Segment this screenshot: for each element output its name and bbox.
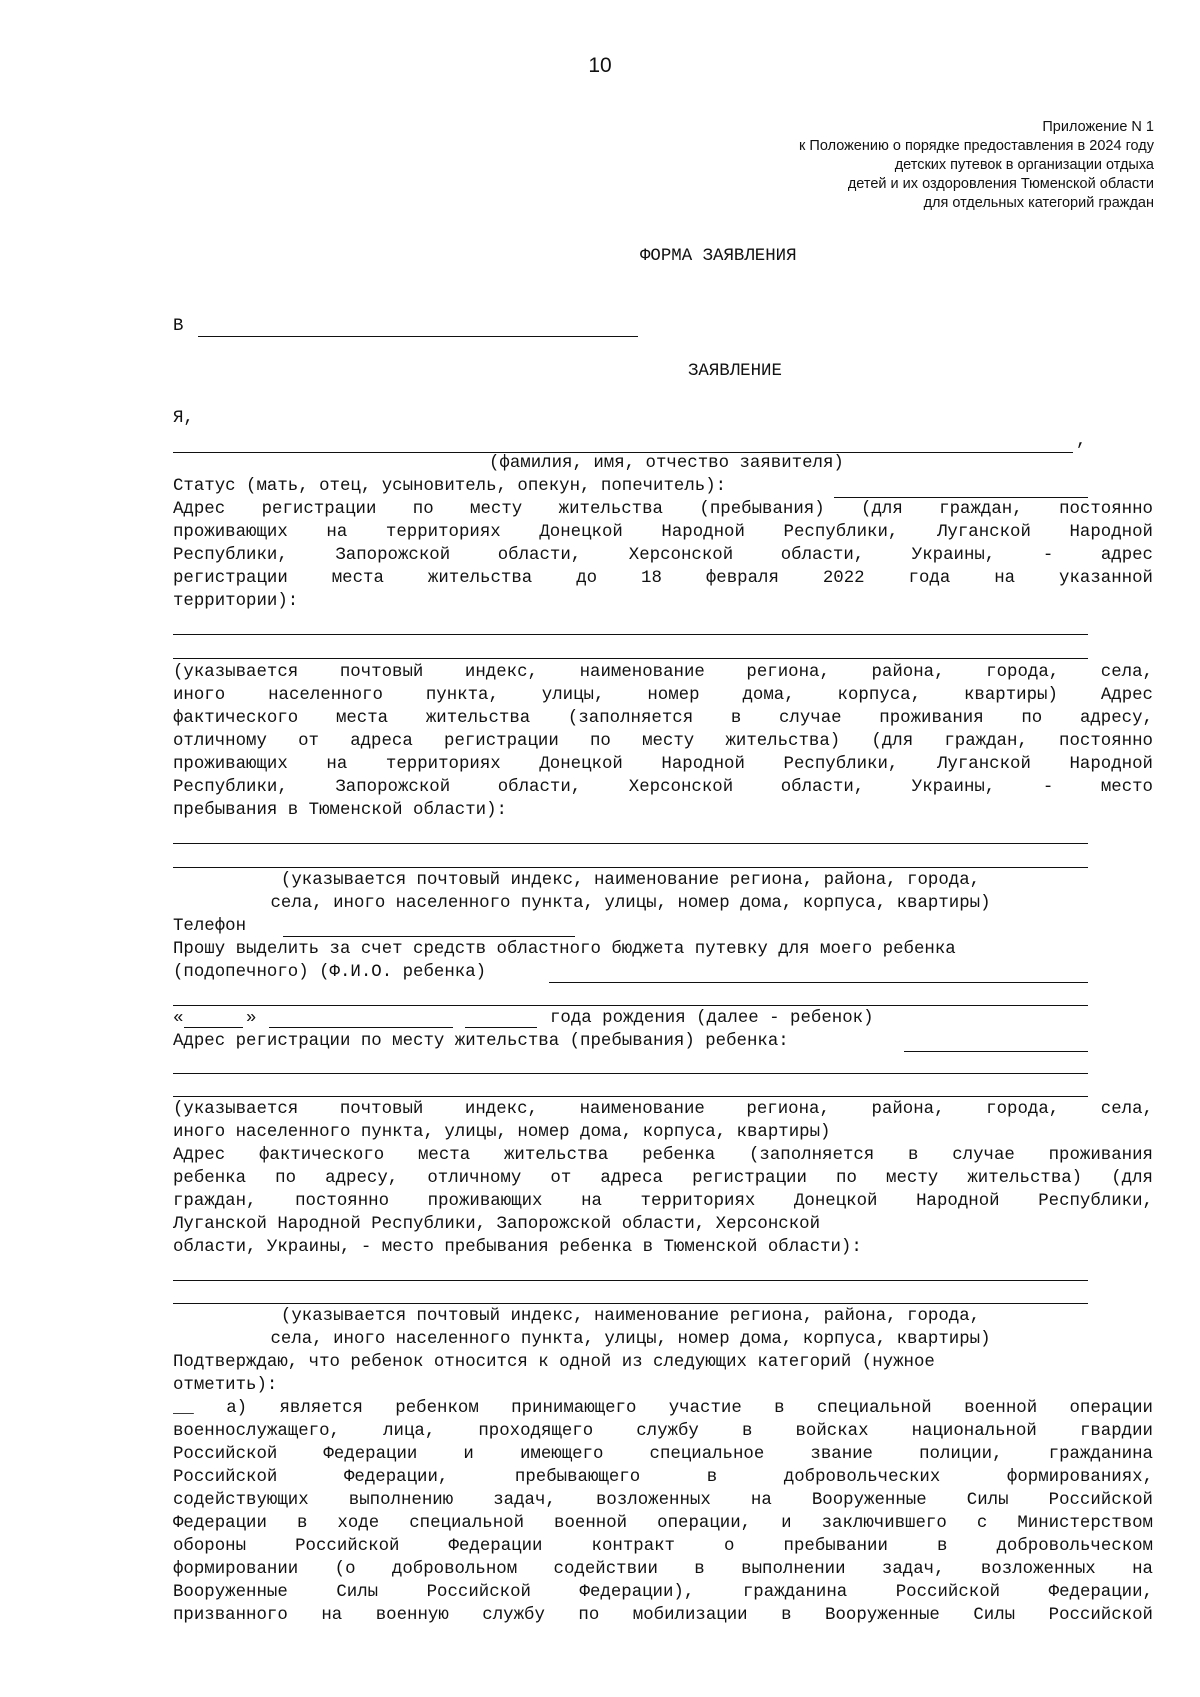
phone-line[interactable] — [283, 936, 575, 937]
category-a-line: обороны Российской Федерации контракт о пребывании в добровольческом — [173, 1537, 1153, 1556]
applicant-comma: , — [1076, 432, 1087, 451]
actual-address-line: (указывается почтовый индекс, наименование региона, района, города, села, — [173, 663, 1153, 682]
appendix-line: Приложение N 1 — [1042, 119, 1154, 135]
actual-address-line: иного населенного пункта, улицы, номер дома, корпуса, квартиры) Адрес — [173, 686, 1153, 705]
birth-label: года рождения (далее - ребенок) — [550, 1009, 874, 1028]
category-a-line: призванного на военную службу по мобилизации в Вооруженные Силы Российской — [173, 1606, 1153, 1625]
form-title: ФОРМА ЗАЯВЛЕНИЯ — [640, 247, 797, 266]
addressee-label: В — [173, 317, 184, 336]
category-a-line: формировании (о добровольном содействии в выполнении задач, возложенных на — [173, 1560, 1153, 1579]
actual-address-line: проживающих на территориях Донецкой Народной Республики, Луганской Народной — [173, 755, 1153, 774]
actual-address-input-line[interactable] — [173, 867, 1088, 868]
reg-address-line: проживающих на территориях Донецкой Народной Республики, Луганской Народной — [173, 523, 1153, 542]
child-reg-line[interactable] — [173, 1096, 1088, 1097]
applicant-ya: Я, — [173, 409, 194, 428]
actual-address-input-line[interactable] — [173, 843, 1088, 844]
appendix-header — [799, 118, 1154, 213]
address-caption: (указывается почтовый индекс, наименование региона, района, города, — [280, 871, 981, 890]
child-fio-line[interactable] — [549, 982, 1088, 983]
actual-address-line: отличному от адреса регистрации по месту жительства) (для граждан, постоянно — [173, 732, 1153, 751]
child-caption-line: иного населенного пункта, улицы, номер дома, корпуса, квартиры) — [173, 1123, 831, 1142]
child-actual-line: области, Украины, - место пребывания ребенка в Тюменской области): — [173, 1238, 862, 1257]
actual-address-line: фактического места жительства (заполняется в случае проживания по адресу, — [173, 709, 1153, 728]
addressee-line[interactable] — [198, 336, 638, 337]
category-a-line: Федерации в ходе специальной военной операции, и заключившего с Министерством — [173, 1514, 1153, 1533]
child-actual-input-line[interactable] — [173, 1303, 1088, 1304]
category-a-checkbox-line[interactable]: __ а) является ребенком принимающего участие в специальной военной операции — [173, 1399, 1153, 1418]
birth-year-line[interactable] — [465, 1027, 537, 1028]
phone-label: Телефон — [173, 917, 247, 936]
category-a-line: Российской Федерации, пребывающего в добровольческих формированиях, — [173, 1468, 1153, 1487]
address-caption: села, иного населенного пункта, улицы, номер дома, корпуса, квартиры) — [270, 1330, 991, 1349]
child-reg-line[interactable] — [904, 1051, 1088, 1052]
child-actual-line: граждан, постоянно проживающих на территориях Донецкой Народной Республики, — [173, 1192, 1153, 1211]
child-reg-line[interactable] — [173, 1073, 1088, 1074]
reg-address-line: Адрес регистрации по месту жительства (пребывания) (для граждан, постоянно — [173, 500, 1153, 519]
reg-address-line: Республики, Запорожской области, Херсонской области, Украины, - адрес — [173, 546, 1153, 565]
appendix-line: к Положению о порядке предоставления в 2024 году — [799, 138, 1154, 154]
child-actual-line: Луганской Народной Республики, Запорожской области, Херсонской — [173, 1215, 821, 1234]
birth-quote-open: « — [173, 1009, 184, 1028]
actual-address-line: Республики, Запорожской области, Херсонской области, Украины, - место — [173, 778, 1153, 797]
birth-month-line[interactable] — [269, 1027, 453, 1028]
fio-caption: (фамилия, имя, отчество заявителя) — [489, 454, 844, 473]
category-a-line: Российской Федерации и имеющего специальное звание полиции, гражданина — [173, 1445, 1153, 1464]
address-caption: (указывается почтовый индекс, наименование региона, района, города, — [280, 1307, 981, 1326]
page-number: 10 — [588, 54, 612, 77]
birth-day-line[interactable] — [184, 1027, 243, 1028]
category-a-line: военнослужащего, лица, проходящего службу в войсках национальной гвардии — [173, 1422, 1153, 1441]
confirm-line: отметить): — [173, 1376, 278, 1395]
child-reg-label: Адрес регистрации по месту жительства (пребывания) ребенка: — [173, 1032, 789, 1051]
confirm-line: Подтверждаю, что ребенок относится к одной из следующих категорий (нужное — [173, 1353, 935, 1372]
category-a-line: Вооруженные Силы Российской Федерации), гражданина Российской Федерации, — [173, 1583, 1153, 1602]
child-fio-line[interactable] — [173, 1005, 1088, 1006]
address-caption: села, иного населенного пункта, улицы, номер дома, корпуса, квартиры) — [270, 894, 991, 913]
status-line[interactable] — [834, 497, 1088, 498]
child-caption-line: (указывается почтовый индекс, наименование региона, района, города, села, — [173, 1100, 1153, 1119]
appendix-line: детей и их оздоровления Тюменской области — [847, 176, 1154, 192]
request-line: (подопечного) (Ф.И.О. ребенка) — [173, 963, 487, 982]
category-a-line: содействующих выполнению задач, возложенных на Вооруженные Силы Российской — [173, 1491, 1153, 1510]
reg-address-input-line[interactable] — [173, 634, 1088, 635]
status-label: Статус (мать, отец, усыновитель, опекун, попечитель): — [173, 477, 727, 496]
document-title: ЗАЯВЛЕНИЕ — [688, 362, 782, 381]
actual-address-line: пребывания в Тюменской области): — [173, 801, 507, 820]
request-line: Прошу выделить за счет средств областного бюджета путевку для моего ребенка — [173, 940, 956, 959]
appendix-line: детских путевок в организации отдыха — [894, 157, 1154, 173]
child-actual-input-line[interactable] — [173, 1280, 1088, 1281]
child-actual-line: Адрес фактического места жительства ребенка (заполняется в случае проживания — [173, 1146, 1153, 1165]
birth-quote-close: » — [246, 1009, 257, 1028]
reg-address-input-line[interactable] — [173, 658, 1088, 659]
reg-address-line: территории): — [173, 592, 299, 611]
child-actual-line: ребенка по адресу, отличному от адреса регистрации по месту жительства) (для — [173, 1169, 1153, 1188]
appendix-line: для отдельных категорий граждан — [923, 195, 1154, 211]
reg-address-line: регистрации места жительства до 18 февраля 2022 года на указанной — [173, 569, 1153, 588]
